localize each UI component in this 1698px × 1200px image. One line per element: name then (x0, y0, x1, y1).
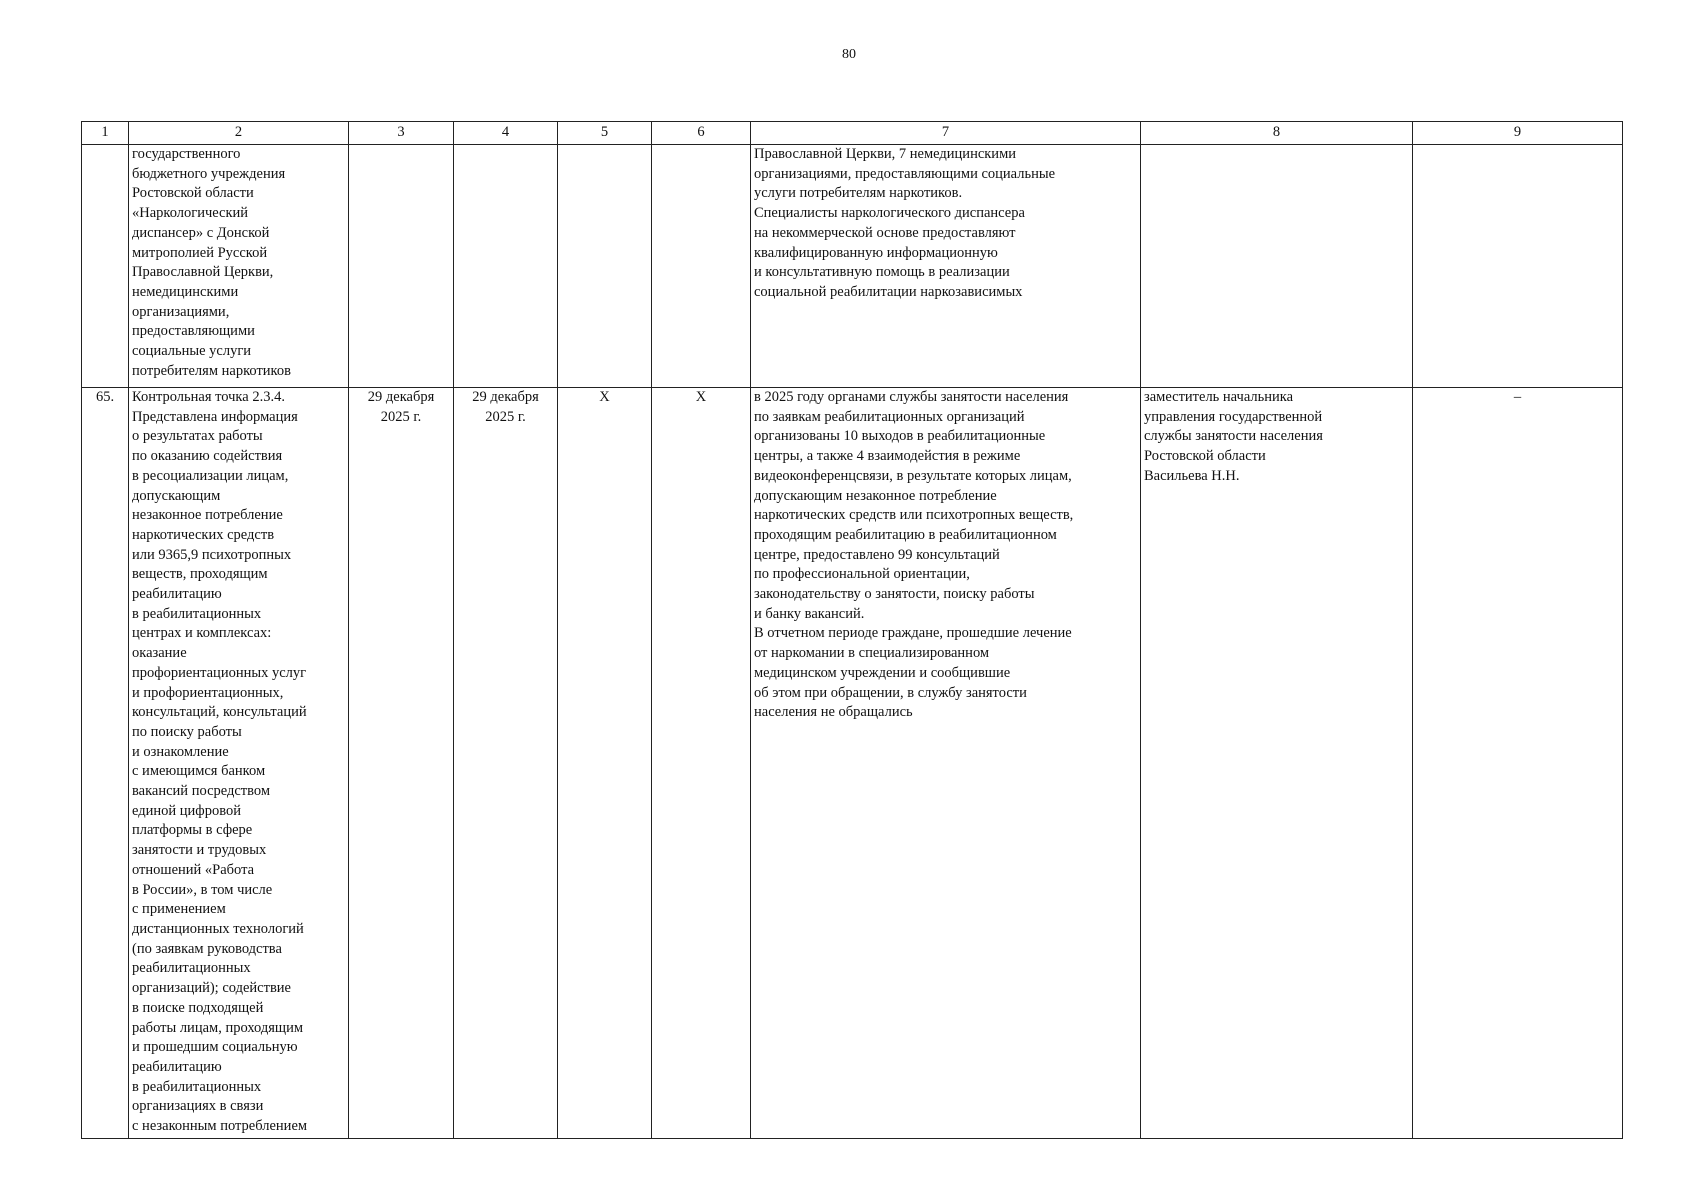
text-line: Специалисты наркологического диспансера (754, 205, 1025, 222)
text-line: в реабилитационных (132, 605, 262, 622)
text-line: услуги потребителям наркотиков. (754, 185, 963, 202)
text-line: немедицинскими (132, 283, 239, 300)
actual-date (454, 388, 558, 1139)
text-line: Православной Церкви, (132, 264, 274, 281)
table-row (82, 145, 1623, 388)
text-line: видеоконференцсвязи, в результате которых лицам, (754, 467, 1072, 484)
header-cell-6: 6 (652, 122, 751, 145)
cell-col-5 (558, 145, 652, 388)
text-line: организациями, предоставляющими социальные (754, 165, 1056, 182)
execution-result (751, 388, 1141, 1139)
text-line: единой цифровой (132, 802, 241, 819)
text-line: по оказанию содействия (132, 448, 283, 465)
text-line: проходящим реабилитацию в реабилитационном (754, 526, 1057, 543)
event-description (129, 145, 349, 388)
text-line: законодательству о занятости, поиску работы (754, 586, 1035, 603)
header-cell-9: 9 (1413, 122, 1623, 145)
text-line: от наркомании в специализированном (754, 645, 990, 662)
text-line: допускающим незаконное потребление (754, 487, 997, 504)
cell-col-9: – (1413, 388, 1623, 1139)
text-line: бюджетного учреждения (132, 165, 286, 182)
text-line: потребителям наркотиков (132, 362, 291, 379)
text-line: незаконное потребление (132, 507, 283, 524)
text-line: 29 декабря (472, 389, 539, 405)
event-description (129, 388, 349, 1139)
header-cell-7: 7 (751, 122, 1141, 145)
text-line: о результатах работы (132, 428, 263, 445)
cell-col-6: Х (652, 388, 751, 1139)
planned-date (349, 388, 454, 1139)
text-line: заместитель начальника (1144, 389, 1294, 405)
text-line: социальной реабилитации наркозависимых (754, 283, 1023, 300)
text-line: управления государственной (1144, 408, 1323, 425)
cell-col-5: Х (558, 388, 652, 1139)
text-line: допускающим (132, 487, 221, 504)
text-line: на некоммерческой основе предоставляют (754, 224, 1016, 241)
text-line: квалифицированную информационную (754, 244, 998, 261)
text-line: социальные услуги (132, 343, 252, 360)
text-line: предоставляющими (132, 323, 255, 340)
text-line: и прошедшим социальную (132, 1039, 298, 1056)
text-line: Ростовской области (1144, 448, 1266, 465)
text-line: в ресоциализации лицам, (132, 467, 289, 484)
text-line: по профессиональной ориентации, (754, 566, 970, 583)
text-line: реабилитационных (132, 960, 251, 977)
text-line: консультаций, консультаций (132, 704, 307, 721)
text-line: веществ, проходящим (132, 566, 268, 583)
planned-date (349, 145, 454, 388)
header-cell-1: 1 (82, 122, 129, 145)
text-line: 2025 г. (485, 408, 526, 425)
responsible-person (1141, 388, 1413, 1139)
row-number (82, 145, 129, 388)
text-line: организованы 10 выходов в реабилитационные (754, 428, 1046, 445)
text-line: (по заявкам руководства (132, 940, 282, 957)
text-line: с незаконным потреблением (132, 1118, 308, 1135)
text-line: Контрольная точка 2.3.4. (132, 389, 285, 405)
text-line: в России», в том числе (132, 881, 273, 898)
header-cell-5: 5 (558, 122, 652, 145)
text-line: по заявкам реабилитационных организаций (754, 408, 1025, 425)
text-line: вакансий посредством (132, 783, 271, 800)
text-line: В отчетном периоде граждане, прошедшие лечение (754, 625, 1072, 642)
text-line: дистанционных технологий (132, 920, 304, 937)
text-line: об этом при обращении, в службу занятости (754, 684, 1027, 701)
text-line: занятости и трудовых (132, 842, 267, 859)
row-number: 65. (82, 388, 129, 1139)
text-line: диспансер» с Донской (132, 224, 270, 241)
text-line: службы занятости населения (1144, 428, 1323, 445)
text-line: по поиску работы (132, 723, 242, 740)
text-line: государственного (132, 146, 241, 162)
header-cell-3: 3 (349, 122, 454, 145)
header-cell-2: 2 (129, 122, 349, 145)
text-line: 2025 г. (380, 408, 422, 425)
text-line: наркотических средств или психотропных веществ, (754, 507, 1074, 524)
cell-col-9 (1413, 145, 1623, 388)
cell-col-6 (652, 145, 751, 388)
header-cell-8: 8 (1141, 122, 1413, 145)
text-line: и банку вакансий. (754, 605, 865, 622)
page-number: 80 (842, 47, 856, 62)
text-line: центре, предоставлено 99 консультаций (754, 546, 1000, 563)
text-line: оказание (132, 645, 187, 662)
text-line: центры, а также 4 взаимодейстия в режиме (754, 448, 1021, 465)
header-cell-4: 4 (454, 122, 558, 145)
text-line: в поиске подходящей (132, 999, 264, 1016)
text-line: и ознакомление (132, 743, 229, 760)
text-line: Православной Церкви, 7 немедицинскими (754, 146, 1017, 162)
text-line: реабилитацию (132, 1058, 222, 1075)
text-line: организациях в связи (132, 1098, 264, 1115)
text-line: 29 декабря (367, 389, 435, 405)
text-line: с имеющимся банком (132, 763, 266, 780)
text-line: медицинском учреждении и сообщившие (754, 664, 1011, 681)
text-line: с применением (132, 901, 226, 918)
execution-result (751, 145, 1141, 388)
text-line: работы лицам, проходящим (132, 1019, 304, 1036)
text-line: платформы в сфере (132, 822, 253, 839)
text-line: и профориентационных, (132, 684, 284, 701)
actual-date (454, 145, 558, 388)
text-line: «Наркологический (132, 205, 249, 222)
text-line: наркотических средств (132, 526, 275, 543)
report-table (81, 121, 1623, 1139)
text-line: в реабилитационных (132, 1078, 262, 1095)
responsible-person (1141, 145, 1413, 388)
text-line: центрах и комплексах: (132, 625, 272, 642)
text-line: митрополией Русской (132, 244, 268, 261)
text-line: Васильева Н.Н. (1144, 467, 1240, 484)
text-line: организаций); содействие (132, 980, 291, 997)
text-line: в 2025 году органами службы занятости населения (754, 389, 1069, 405)
text-line: или 9365,9 психотропных (132, 546, 292, 563)
text-line: организациями, (132, 303, 230, 320)
text-line: реабилитацию (132, 586, 222, 603)
header-row (82, 122, 1623, 145)
table-row (82, 388, 1623, 1139)
text-line: и консультативную помощь в реализации (754, 264, 1010, 281)
text-line: профориентационных услуг (132, 664, 307, 681)
text-line: населения не обращались (754, 704, 913, 721)
text-line: отношений «Работа (132, 861, 255, 878)
text-line: Представлена информация (132, 408, 298, 425)
text-line: Ростовской области (132, 185, 254, 202)
